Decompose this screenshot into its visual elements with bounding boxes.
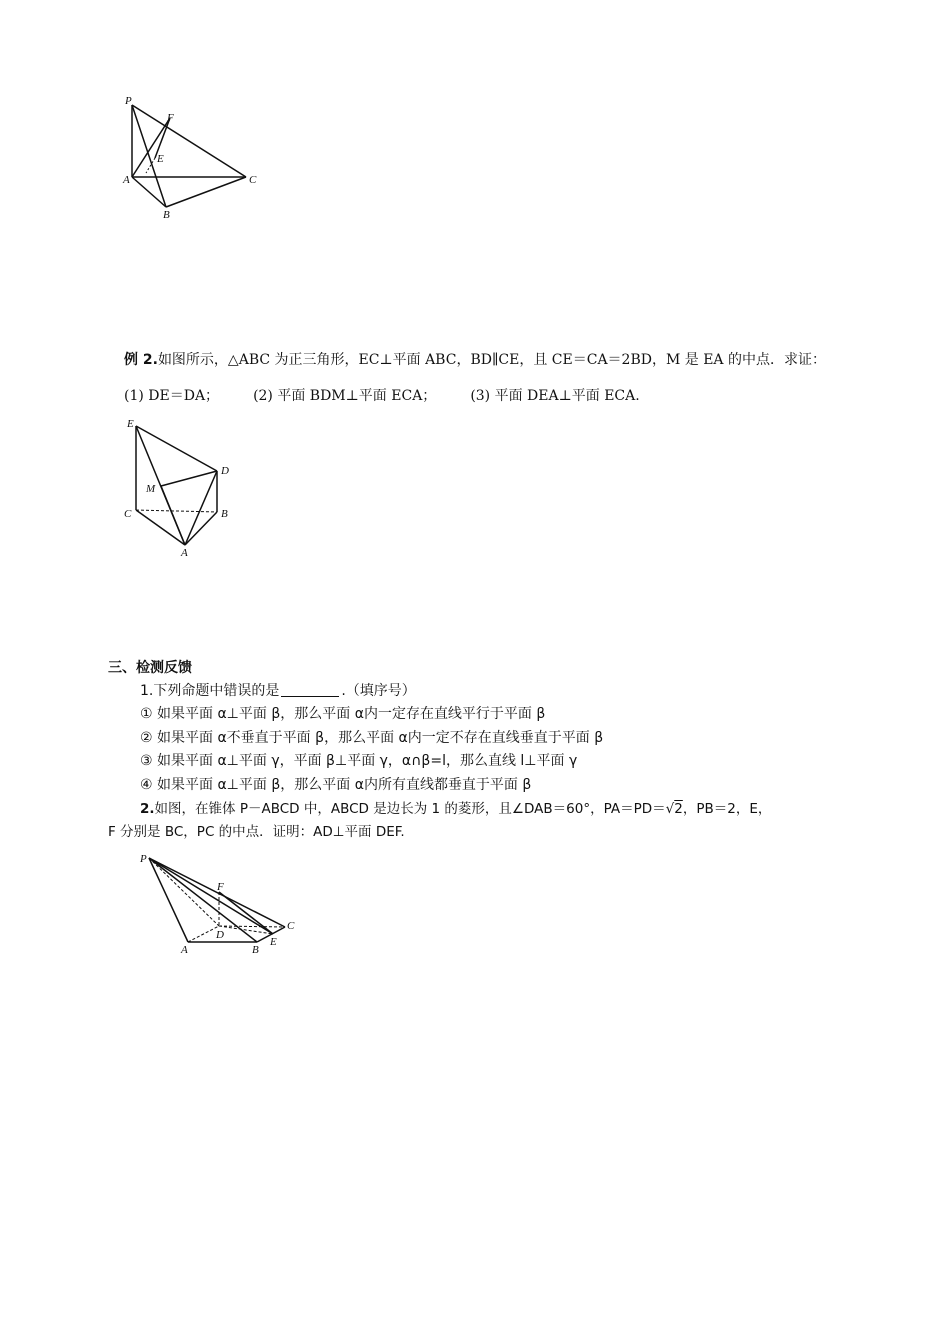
- question-2-label: 2.: [140, 801, 155, 817]
- label-a: A: [181, 944, 188, 956]
- label-c: C: [249, 174, 257, 186]
- label-c: C: [124, 508, 132, 520]
- label-d: D: [221, 465, 229, 477]
- question-1: [140, 681, 416, 701]
- question-2-text-a: 如图，在锥体 P－ABCD 中，ABCD 是边长为 1 的菱形，且∠DAB＝60°，PA＝PD＝: [154, 801, 666, 817]
- example-2-part-3: (3) 平面 DEA⊥平面 ECA.: [470, 388, 640, 404]
- option-2: ② 如果平面 α不垂直于平面 β，那么平面 α内一定不存在直线垂直于平面 β: [140, 730, 604, 746]
- label-m: M: [146, 483, 156, 495]
- label-b: B: [163, 209, 170, 221]
- question-2-line-1: [140, 799, 771, 819]
- question-2-line-2: F 分别是 BC，PC 的中点．证明：AD⊥平面 DEF.: [108, 824, 405, 840]
- label-f: F: [167, 112, 174, 124]
- label-e: E: [270, 936, 277, 948]
- label-d: D: [216, 929, 224, 941]
- figure-2-svg: [115, 415, 250, 560]
- figure-tetrahedron-pabc: [110, 90, 280, 225]
- example-2-part-1: (1) DE＝DA；: [124, 388, 220, 404]
- label-b: B: [252, 944, 259, 956]
- label-p: P: [140, 853, 147, 865]
- answer-blank[interactable]: [281, 682, 339, 697]
- question-1-prefix: 1.下列命题中错误的是: [140, 683, 280, 699]
- option-4: ④ 如果平面 α⊥平面 β，那么平面 α内所有直线都垂直于平面 β: [140, 777, 532, 793]
- example-2-label: 例 2.: [124, 352, 158, 368]
- example-2-statement: [124, 350, 826, 370]
- label-a: A: [181, 547, 188, 559]
- sqrt-radicand: 2: [674, 801, 683, 817]
- label-f: F: [217, 881, 224, 893]
- label-b: B: [221, 508, 228, 520]
- question-2-text-b: ，PB＝2，E，: [682, 801, 772, 817]
- label-p: P: [125, 95, 132, 107]
- label-c: C: [287, 920, 295, 932]
- option-1: ① 如果平面 α⊥平面 β，那么平面 α内一定存在直线平行于平面 β: [140, 706, 546, 722]
- example-2-parts: [124, 386, 640, 406]
- label-e: E: [127, 418, 134, 430]
- figure-pyramid-pabcd: [135, 850, 305, 960]
- option-3: ③ 如果平面 α⊥平面 γ，平面 β⊥平面 γ，α∩β=l，那么直线 l⊥平面 γ: [140, 753, 578, 769]
- example-2-part-2: (2) 平面 BDM⊥平面 ECA；: [253, 388, 437, 404]
- section-3-heading: 三、检测反馈: [108, 660, 192, 676]
- figure-polyhedron-ecdab: [115, 415, 250, 560]
- sqrt-symbol: √: [665, 801, 675, 817]
- question-1-suffix: .（填序号）: [341, 683, 416, 699]
- example-2-text: 如图所示，△ABC 为正三角形，EC⊥平面 ABC，BD∥CE，且 CE＝CA＝2BD，M 是 EA 的中点．求证：: [157, 352, 826, 368]
- figure-3-svg: [135, 850, 305, 960]
- figure-1-svg: [110, 90, 280, 225]
- label-e: E: [157, 153, 164, 165]
- label-a: A: [123, 174, 130, 186]
